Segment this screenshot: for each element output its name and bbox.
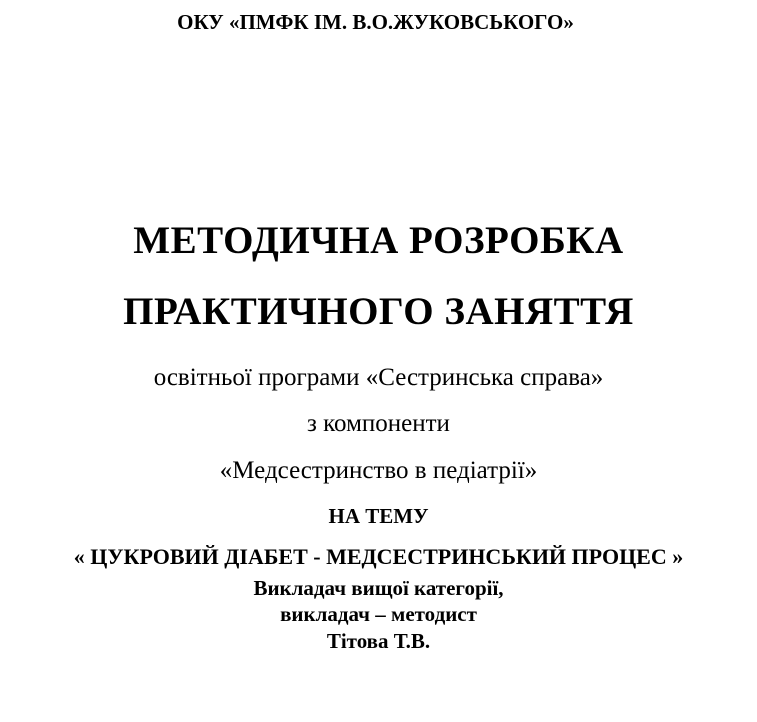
- topic-label: НА ТЕМУ: [328, 504, 429, 528]
- topic-title: « ЦУКРОВИЙ ДІАБЕТ - МЕДСЕСТРИНСЬКИЙ ПРОЦЕС »: [73, 544, 684, 569]
- author-name: Тітова Т.В.: [326, 629, 431, 653]
- component-intro: з компоненти: [307, 410, 450, 437]
- institution-name: ОКУ «ПМФК ІМ. В.О.ЖУКОВСЬКОГО»: [177, 10, 574, 34]
- author-position: Викладач вищої категорії,: [253, 576, 504, 600]
- document-title-line-1: МЕТОДИЧНА РОЗРОБКА: [133, 219, 624, 262]
- component-name: «Медсестринство в педіатрії»: [219, 457, 538, 484]
- document-title-line-2: ПРАКТИЧНОГО ЗАНЯТТЯ: [123, 290, 634, 333]
- program-line: освітньої програми «Сестринська справа»: [153, 364, 604, 391]
- author-role: викладач – методист: [280, 602, 477, 626]
